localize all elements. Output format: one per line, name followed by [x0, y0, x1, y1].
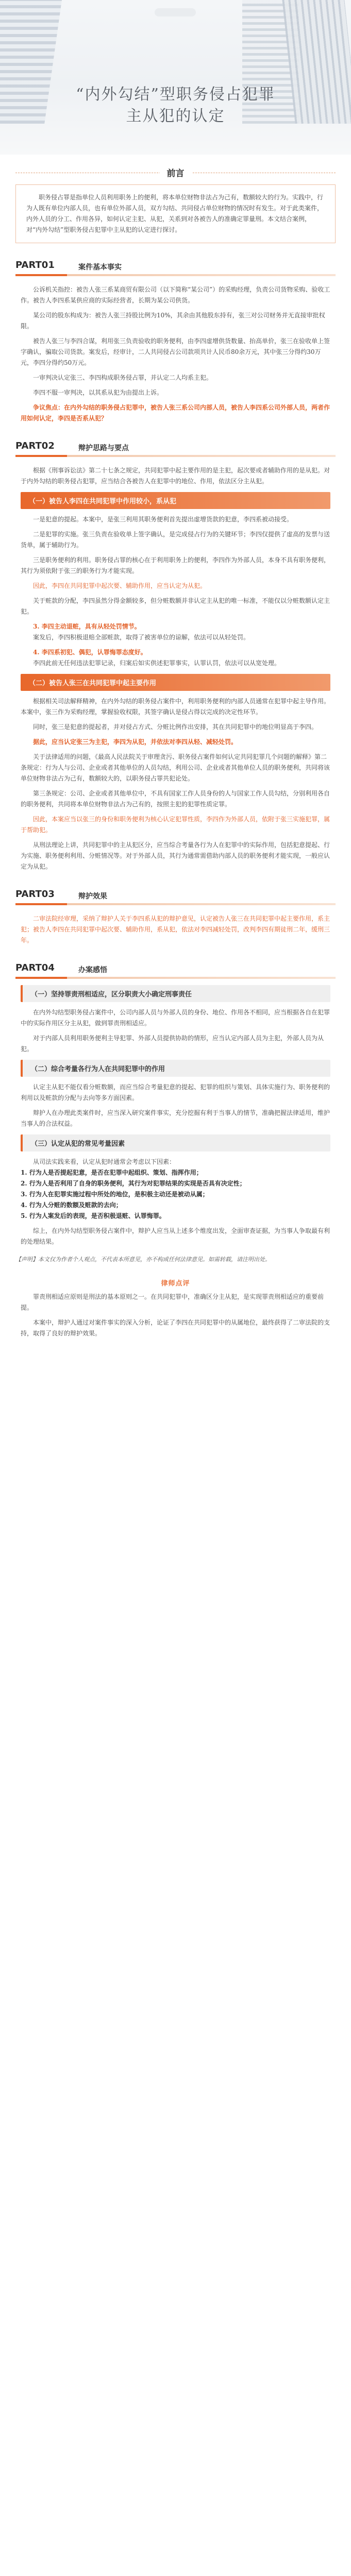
part04-subtitle: 办案感悟: [78, 966, 107, 974]
part04-paragraph: 辩护人在办理此类案件时，应当深入研究案件事实，充分挖掘有利于当事人的情节，准确把握法律适用，维护当事人的合法权益。: [21, 1109, 330, 1127]
part02-paragraph: 关于赃款的分配，李四虽然分得金额较多，但分赃数额并非认定主从犯的唯一标准，不能仅以分赃数额认定主犯。: [21, 597, 330, 615]
part01-subtitle: 案件基本事实: [78, 263, 122, 272]
part03-subtitle: 辩护效果: [78, 892, 107, 901]
part03-bar: [15, 903, 336, 905]
part01-paragraph: 某公司的股东构成为：被告人张三持股比例为10%，其余由其他股东持有，张三对公司财务并无直接审批权限。: [21, 312, 325, 330]
part02-paragraph: 一是犯意的提起。本案中，是张三利用其职务便利首先提出虚增货款的犯意，李四系被动接受。: [33, 516, 293, 523]
part01-bar: [15, 274, 336, 276]
part04-paragraph: 在内外勾结型职务侵占案件中，公司内部人员与外部人员的身份、地位、作用各不相同，应当根据各自在犯罪中的实际作用区分主从犯，做到罪责刑相适应。: [21, 1009, 330, 1027]
part02-number: PART02: [15, 440, 55, 451]
interpretation-paragraph: 本案中，辩护人通过对案件事实的深入分析，论证了李四在共同犯罪中的从属地位，最终获得了二审法院的支持，取得了良好的辩护效果。: [21, 1319, 330, 1337]
part02-highlight: 因此，李四在共同犯罪中起次要、辅助作用，应当认定为从犯。: [33, 582, 207, 589]
part04-list-item: 1. 行为人是否提起犯意，是否在犯罪中起组织、策划、指挥作用；: [21, 1169, 203, 1176]
part02-highlight: 3. 李四主动退赃，具有从轻处罚情节。: [33, 623, 141, 630]
hero-banner: [0, 0, 351, 155]
part02-paragraph: 李四此前无任何违法犯罪记录，归案后如实供述犯罪事实，认罪认罚，依法可以从宽处理。: [33, 659, 281, 667]
hero-title-line1: “内外勾结”型职务侵占犯罪: [76, 86, 275, 104]
part04-list-item: 4. 行为人分赃的数额及赃款的去向；: [21, 1201, 122, 1209]
part03-number: PART03: [15, 889, 55, 900]
part02-header: [15, 437, 336, 458]
preface-label: 前言: [160, 166, 192, 179]
part02-highlight: 据此，应当认定张三为主犯，李四为从犯，并依法对李四从轻、减轻处罚。: [33, 738, 238, 745]
part01-paragraph: 被告人张三与李四合谋，利用张三负责验收的职务便利，由李四虚增供货数量、抬高单价，张三在验收单上签字确认，骗取公司货款。案发后，经审计，二人共同侵占公司款项共计人民币80余万元，其中张三分得约30万元，李四分得约50万元。: [21, 337, 330, 366]
preface-box: [15, 184, 336, 243]
part02-paragraph: 关于法律适用的问题，《最高人民法院关于审理贪污、职务侵占案件如何认定共同犯罪几个问题的解释》第二条规定：行为人与公司、企业或者其他单位的人员勾结，利用公司、企业或者其他单位人员的职务便利，共同将该单位财物非法占为己有，数额较大的，以职务侵占罪共犯论处。: [21, 753, 330, 782]
part02-paragraph: 三是职务便利的利用。职务侵占罪的核心在于利用职务上的便利，李四作为外部人员，本身不具有职务便利，其行为须依附于张三的职务行为才能实现。: [21, 556, 330, 574]
part04-list-intro: 从司法实践来看，认定从犯时通常会考虑以下因素：: [33, 1158, 176, 1165]
part04-header: [15, 959, 336, 980]
part02-highlight: 4. 李四系初犯、偶犯，认罪悔罪态度好。: [33, 649, 147, 656]
part02-intro: 根据《刑事诉讼法》第二十七条之规定，共同犯罪中起主要作用的是主犯，起次要或者辅助作用的是从犯。对于内外勾结的职务侵占犯罪，应当结合各被告人在犯罪中的地位、作用，依法区分主从犯。: [21, 467, 330, 485]
part01-paragraph: 一审判决认定张三、李四构成职务侵占罪，并认定二人均系主犯。: [33, 374, 213, 381]
interpretation-title: 律师点评: [161, 1280, 190, 1287]
part03-header: [15, 886, 336, 906]
part02-bar: [15, 455, 336, 457]
part02-paragraph: 同时，张三是犯意的提起者，并对侵占方式、分赃比例作出安排，其在共同犯罪中的地位明显高于李四。: [33, 723, 318, 731]
part04-list-item: 5. 行为人案发后的表现，是否积极退赃、认罪悔罪。: [21, 1212, 165, 1219]
interpretation-paragraph: 罪责刑相适应原则是刑法的基本原则之一。在共同犯罪中，准确区分主从犯，是实现罪责刑相适应的重要前提。: [21, 1293, 324, 1311]
part04-point2-heading: （二）综合考量各行为人在共同犯罪中的作用: [21, 1060, 330, 1077]
part04-list-item: 3. 行为人在犯罪实施过程中所处的地位，是积极主动还是被动从属；: [21, 1191, 209, 1198]
logo-placeholder: [155, 8, 196, 16]
part01-focus: 争议焦点：在内外勾结的职务侵占犯罪中，被告人张三系公司内部人员，被告人李四系公司外部人员，两者作用如何认定，李四是否系从犯？: [21, 404, 330, 422]
preface-header: [0, 162, 351, 184]
part04-list-item: 2. 行为人是否利用了自身的职务便利，其行为对犯罪结果的实现是否具有决定性；: [21, 1180, 246, 1187]
part02-point1-heading: （一）被告人李四在共同犯罪中作用较小，系从犯: [21, 492, 330, 509]
part04-paragraph: 对于内部人员利用职务便利主导犯罪、外部人员提供协助的情形，应当认定内部人员为主犯，外部人员为从犯。: [21, 1035, 324, 1053]
part02-point2-heading: （二）被告人张三在共同犯罪中起主要作用: [21, 674, 330, 691]
part01-header: [15, 257, 336, 277]
part03-paragraph: 二审法院经审理，采纳了辩护人关于李四系从犯的辩护意见，认定被告人张三在共同犯罪中起主要作用，系主犯；被告人李四在共同犯罪中起次要、辅助作用，系从犯，依法对李四减轻处罚，改判李四有期徒刑二年，缓刑三年。: [21, 915, 330, 944]
part01-paragraph: 公诉机关指控：被告人张三系某商贸有限公司（以下简称“某公司”）的采购经理，负责公司货物采购、验收工作。被告人李四系某供应商的实际经营者，长期为某公司供货。: [21, 286, 330, 304]
statement: 【声明】本文仅为作者个人观点，不代表本所意见，亦不构成任何法律意见。如需转载，请注明出处。: [15, 1256, 271, 1263]
preface-text: 职务侵占罪是指单位人员利用职务上的便利，将本单位财物非法占为己有，数额较大的行为。实践中，行为人既有单位内部人员，也有单位外部人员，双方勾结、共同侵占单位财物的情况时有发生。对于此类案件，内外人员的分工、作用各异，如何认定主犯、从犯，关系到对各被告人的准确定罪量刑。本文结合案例，对“内外勾结”型职务侵占犯罪中主从犯的认定进行探讨。: [26, 194, 324, 233]
part04-closing: 综上，在内外勾结型职务侵占案件中，辩护人应当从上述多个维度出发，全面审查证据，为当事人争取最有利的处理结果。: [21, 1227, 330, 1245]
part02-subtitle: 辩护思路与要点: [78, 444, 129, 452]
part01-number: PART01: [15, 260, 55, 270]
part04-point1-heading: （一）坚持罪责刑相适应，区分职责大小确定刑事责任: [21, 985, 330, 1002]
part02-paragraph: 二是犯罪的实施。张三负责在验收单上签字确认，是完成侵占行为的关键环节；李四仅提供了虚高的发票与送货单，属于辅助行为。: [21, 531, 330, 549]
part04-bar: [15, 977, 336, 979]
part02-paragraph: 根据相关司法解释精神，在内外勾结的职务侵占案件中，利用职务便利的内部人员通常在犯罪中起主导作用。本案中，张三作为采购经理，掌握验收权限，其签字确认是侵占得以完成的决定性环节。: [21, 698, 330, 716]
part02-paragraph: 从刑法理论上讲，共同犯罪中的主从犯区分，应当综合考量各行为人在犯罪中的实际作用，包括犯意提起、行为实施、职务便利利用、分赃情况等。对于外部人员，其行为通常需借助内部人员的职务便利才能实现，一般应认定为从犯。: [21, 841, 330, 870]
part02-paragraph: 第三条规定：公司、企业或者其他单位中，不具有国家工作人员身份的人与国家工作人员勾结，分别利用各自的职务便利，共同将本单位财物非法占为己有的，按照主犯的犯罪性质定罪。: [21, 790, 330, 808]
part04-number: PART04: [15, 962, 55, 973]
part04-paragraph: 认定主从犯不能仅看分赃数额，而应当综合考量犯意的提起、犯罪的组织与策划、具体实施行为、职务便利的利用以及赃款的分配与去向等多方面因素。: [21, 1083, 330, 1101]
part01-paragraph: 李四不服一审判决，以其系从犯为由提出上诉。: [33, 389, 163, 396]
hero-title-line2: 主从犯的认定: [126, 107, 225, 125]
part02-highlight: 因此，本案应当以张三的身份和职务便利为核心认定犯罪性质，李四作为外部人员，依附于张三实施犯罪，属于帮助犯。: [21, 816, 330, 834]
part04-point3-heading: （三）认定从犯的常见考量因素: [21, 1134, 330, 1151]
part02-paragraph: 案发后，李四积极退赔全部赃款，取得了被害单位的谅解，依法可以从轻处罚。: [33, 634, 250, 641]
